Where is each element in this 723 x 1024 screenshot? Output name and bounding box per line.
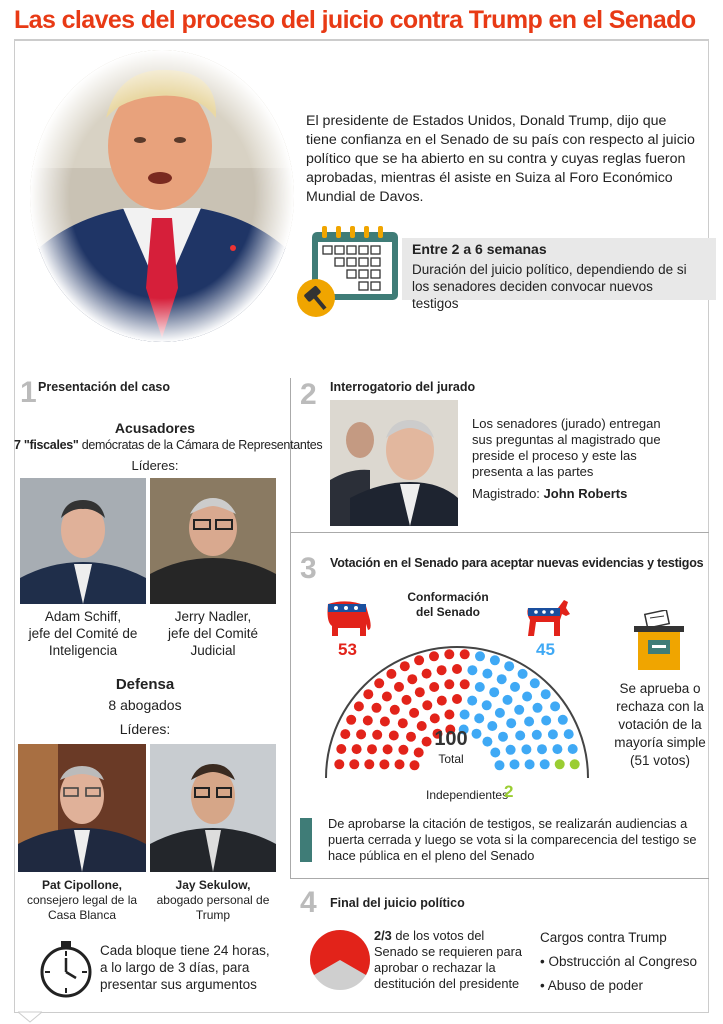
duration-text: Duración del juicio político, dependiendo de si los senadores deciden convocar nuevos testigos xyxy=(412,262,687,311)
seat-republican xyxy=(364,759,374,769)
sekulow-name: Jay Sekulow, xyxy=(175,878,251,892)
seat-democrat xyxy=(495,760,505,770)
schiff-photo xyxy=(20,478,146,604)
roberts-photo xyxy=(330,400,458,526)
seat-democrat xyxy=(497,674,507,684)
schiff-role: jefe del Comité de Inteligencia xyxy=(28,626,138,658)
seat-democrat xyxy=(515,731,525,741)
seat-democrat xyxy=(550,701,560,711)
seat-independent xyxy=(570,759,580,769)
seat-democrat xyxy=(525,759,535,769)
democrats-count: 45 xyxy=(536,640,555,659)
seat-republican xyxy=(414,655,424,665)
seat-republican xyxy=(374,678,384,688)
seat-republican xyxy=(409,708,419,718)
seat-democrat xyxy=(482,669,492,679)
seat-democrat xyxy=(482,700,492,710)
seat-democrat xyxy=(475,682,485,692)
seat-democrat xyxy=(558,715,568,725)
witness-text: De aprobarse la citación de testigos, se realizarán audiencias a puerta cerrada y luego se vota si la comparecencia del testigo se hace pública en el pleno del Senado xyxy=(328,816,697,863)
independents-label: Independientes xyxy=(426,788,509,802)
seat-republican xyxy=(407,674,417,684)
ballot-box-icon xyxy=(632,610,686,672)
seat-republican xyxy=(352,744,362,754)
charge-abuse: • Abuso de poder xyxy=(540,978,644,993)
seat-republican xyxy=(372,703,382,713)
seat-republican xyxy=(382,692,392,702)
section-2-number: 2 xyxy=(300,378,317,411)
seat-republican xyxy=(415,687,425,697)
seat-republican xyxy=(383,744,393,754)
republicans-count: 53 xyxy=(338,640,357,659)
seat-democrat xyxy=(518,669,528,679)
seat-democrat xyxy=(498,732,508,742)
seat-democrat xyxy=(568,744,578,754)
seat-democrat xyxy=(522,692,532,702)
seat-republican xyxy=(398,745,408,755)
seat-republican xyxy=(336,744,346,754)
section-4-title: Final del juicio político xyxy=(330,896,465,910)
section-1-title: Presentación del caso xyxy=(38,380,171,394)
seat-republican xyxy=(363,689,373,699)
section-4-number: 4 xyxy=(300,886,317,919)
seat-republican xyxy=(340,729,350,739)
seat-democrat xyxy=(540,759,550,769)
seat-republican xyxy=(398,718,408,728)
cipollone-photo xyxy=(18,744,146,872)
section-3-title: Votación en el Senado para aceptar nuevas evidencias y testigos xyxy=(330,556,704,570)
seat-republican xyxy=(400,661,410,671)
seat-democrat xyxy=(548,729,558,739)
nadler-photo xyxy=(150,478,276,604)
nadler-name: Jerry Nadler, xyxy=(174,609,252,624)
jury-text: Los senadores (jurado) entregan sus preguntas al magistrado que preside el proceso y este las presenta a las partes xyxy=(472,416,661,479)
seat-democrat xyxy=(537,744,547,754)
seat-republican xyxy=(363,716,373,726)
composition-title-2: del Senado xyxy=(415,605,480,619)
seat-republican xyxy=(437,696,447,706)
seat-democrat xyxy=(467,665,477,675)
approval-text: Se aprueba o rechaza con la votación de la mayoría simple (51 votos) xyxy=(614,681,706,768)
judge-label: Magistrado: xyxy=(472,486,544,501)
seat-republican xyxy=(402,695,412,705)
seat-republican xyxy=(379,759,389,769)
two-thirds-text xyxy=(374,928,524,992)
seat-republican xyxy=(422,700,432,710)
title-divider xyxy=(14,39,709,41)
seat-republican xyxy=(406,732,416,742)
seat-democrat xyxy=(506,745,516,755)
seat-republican xyxy=(444,710,454,720)
seat-republican xyxy=(372,730,382,740)
seat-democrat xyxy=(564,729,574,739)
seat-republican xyxy=(367,744,377,754)
charges-title: Cargos contra Trump xyxy=(540,930,667,945)
timer-text: Cada bloque tiene 24 horas, a lo largo de 3 días, para presentar sus argumentos xyxy=(100,943,270,992)
seat-republican xyxy=(394,682,404,692)
two-thirds-fraction: 2/3 xyxy=(374,928,392,943)
seat-democrat xyxy=(532,730,542,740)
defense-heading: Defensa xyxy=(115,676,175,693)
total-seats: 100 xyxy=(434,728,468,750)
seat-democrat xyxy=(490,748,500,758)
sekulow-photo xyxy=(150,744,276,872)
seat-democrat xyxy=(506,718,516,728)
seat-democrat xyxy=(504,661,514,671)
seat-democrat xyxy=(475,651,485,661)
seat-republican xyxy=(429,682,439,692)
accusers-description xyxy=(14,438,323,452)
seat-republican xyxy=(452,664,462,674)
schiff-name: Adam Schiff, xyxy=(44,609,122,624)
seat-republican xyxy=(430,713,440,723)
section-3-number: 3 xyxy=(300,552,317,585)
seat-democrat xyxy=(530,678,540,688)
accusers-count: 7 "fiscales" xyxy=(14,438,79,452)
seat-democrat xyxy=(495,708,505,718)
seat-democrat xyxy=(524,717,534,727)
seat-republican xyxy=(386,669,396,679)
seat-independent xyxy=(555,759,565,769)
two-thirds-pie-icon xyxy=(308,928,372,992)
seat-republican xyxy=(460,679,470,689)
seat-republican xyxy=(334,759,344,769)
seat-democrat xyxy=(521,744,531,754)
seat-democrat xyxy=(487,721,497,731)
seat-republican xyxy=(429,651,439,661)
intro-text: El presidente de Estados Unidos, Donald Trump, dijo que tiene confianza en el Senado de su país con respecto al juicio político que se ha abierto en su contra y cuyas reglas fueron aprobadas, mientras él asiste en Suiza al Foro Económico Mundial de Davos. xyxy=(306,113,695,205)
charge-obstruction: • Obstrucción al Congreso xyxy=(540,954,698,969)
seat-republican xyxy=(444,649,454,659)
seat-democrat xyxy=(514,705,524,715)
accusers-desc-rest: demócratas de la Cámara de Representantes xyxy=(78,438,323,452)
seat-democrat xyxy=(467,696,477,706)
frame-bottom xyxy=(14,1012,709,1013)
total-label: Total xyxy=(438,752,464,766)
frame-left xyxy=(14,41,15,1013)
seat-republican xyxy=(389,731,399,741)
seat-republican xyxy=(444,679,454,689)
seat-democrat xyxy=(510,682,520,692)
seat-republican xyxy=(395,759,405,769)
seat-democrat xyxy=(541,689,551,699)
seat-democrat xyxy=(541,716,551,726)
calendar-gavel-icon xyxy=(296,224,406,318)
nadler-role: jefe del Comité Judicial xyxy=(167,626,259,658)
seat-republican xyxy=(349,759,359,769)
seat-democrat xyxy=(460,710,470,720)
accusers-leaders-label: Líderes: xyxy=(131,458,179,473)
seat-democrat xyxy=(490,655,500,665)
seat-republican xyxy=(354,701,364,711)
seat-republican xyxy=(437,665,447,675)
sekulow-role: abogado personal de Trump xyxy=(156,893,270,922)
cipollone-role: consejero legal de la Casa Blanca xyxy=(26,893,138,922)
seat-republican xyxy=(390,705,400,715)
seat-republican xyxy=(452,694,462,704)
witness-accent-bar xyxy=(300,818,312,862)
seat-democrat xyxy=(533,703,543,713)
seat-democrat xyxy=(474,713,484,723)
composition-title-1: Conformación xyxy=(407,590,489,604)
cipollone-name: Pat Cipollone, xyxy=(41,878,122,892)
seat-republican xyxy=(346,715,356,725)
frame-right xyxy=(708,41,709,1013)
seat-republican xyxy=(422,669,432,679)
section-1-number: 1 xyxy=(20,376,37,409)
two-thirds-description: de los votos del Senado se requieren para aprobar o rechazar la destitución del presidente xyxy=(374,928,522,991)
seat-democrat xyxy=(510,759,520,769)
judge-name: John Roberts xyxy=(543,486,628,501)
seat-democrat xyxy=(503,695,513,705)
trump-portrait xyxy=(28,48,296,344)
page-title: Las claves del proceso del juicio contra Trump en el Senado xyxy=(14,6,696,34)
stopwatch-icon xyxy=(38,940,94,998)
section-divider-3-4 xyxy=(290,878,709,879)
seat-democrat xyxy=(552,744,562,754)
seat-republican xyxy=(380,717,390,727)
pointer-notch-icon xyxy=(18,1010,42,1024)
section-divider-2-3 xyxy=(290,532,709,533)
accusers-heading: Acusadores xyxy=(114,420,196,436)
section-divider-vertical xyxy=(290,378,291,878)
defense-description: 8 abogados xyxy=(108,697,182,713)
seat-republican xyxy=(356,729,366,739)
duration-title: Entre 2 a 6 semanas xyxy=(412,241,547,257)
independents-count: 2 xyxy=(504,782,514,801)
seat-republican xyxy=(460,649,470,659)
defense-leaders-label: Líderes: xyxy=(119,721,171,737)
seat-democrat xyxy=(489,687,499,697)
section-2-title: Interrogatorio del jurado xyxy=(330,380,476,394)
judge-line xyxy=(472,486,627,501)
